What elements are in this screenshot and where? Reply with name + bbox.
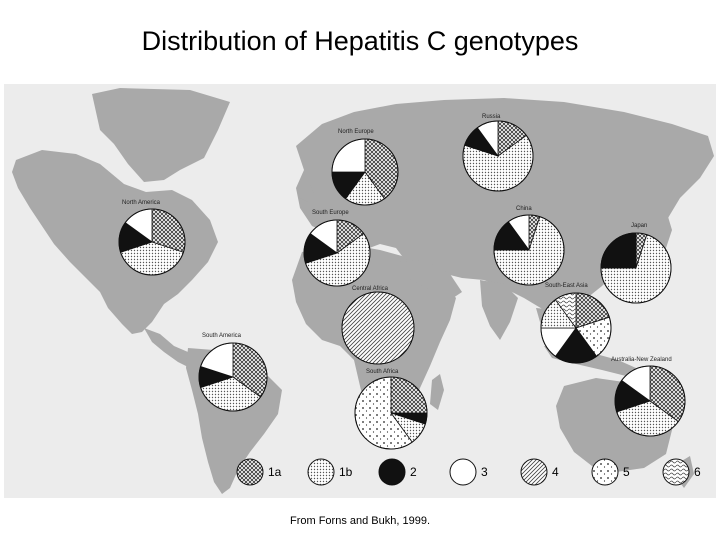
region-label-japan: Japan [631,223,648,229]
pie-china [494,215,564,285]
pie-south-europe [304,220,370,286]
legend-label-5: 5 [623,465,630,479]
region-label-south-east-asia: South-East Asia [545,283,588,289]
legend-label-1b: 1b [339,465,353,479]
slide-title: Distribution of Hepatitis C genotypes [141,26,579,56]
region-label-central-africa: Central Africa [352,286,389,292]
world-map [4,84,716,498]
pie-south-africa [355,377,427,449]
legend-label-4: 4 [552,465,559,479]
legend-swatch-5 [592,459,618,485]
continent-north-america [12,150,218,334]
pie-south-east-asia [541,293,611,363]
pie-australia-new-zealand [615,366,685,436]
region-label-north-america: North America [122,200,161,206]
legend-label-3: 3 [481,465,488,479]
pie-north-europe [332,139,398,205]
continent-madagascar [430,374,444,410]
map-canvas [4,84,716,498]
legend-swatch-1a [237,459,263,485]
legend-swatch-4 [521,459,547,485]
region-label-russia: Russia [482,114,501,120]
region-label-australia-new-zealand: Australia-New Zealand [611,357,672,363]
pie-south-america [199,343,267,411]
continent-greenland [92,88,230,182]
legend-swatch-1b [308,459,334,485]
region-label-south-america: South America [202,333,242,339]
region-label-south-europe: South Europe [312,210,349,216]
legend-swatch-3 [450,459,476,485]
pie-central-africa [342,292,414,364]
source-citation: From Forns and Bukh, 1999. [289,515,430,527]
legend-label-1a: 1a [268,465,282,479]
legend-label-2: 2 [410,465,417,479]
legend-swatch-6 [663,459,689,485]
region-label-china: China [516,206,532,212]
pie-japan [601,233,671,303]
region-label-south-africa: South Africa [366,369,399,375]
region-label-north-europe: North Europe [338,129,374,135]
legend-label-6: 6 [694,465,701,479]
pie-russia [463,121,533,191]
pie-north-america [119,209,185,275]
legend-swatch-2 [379,459,405,485]
